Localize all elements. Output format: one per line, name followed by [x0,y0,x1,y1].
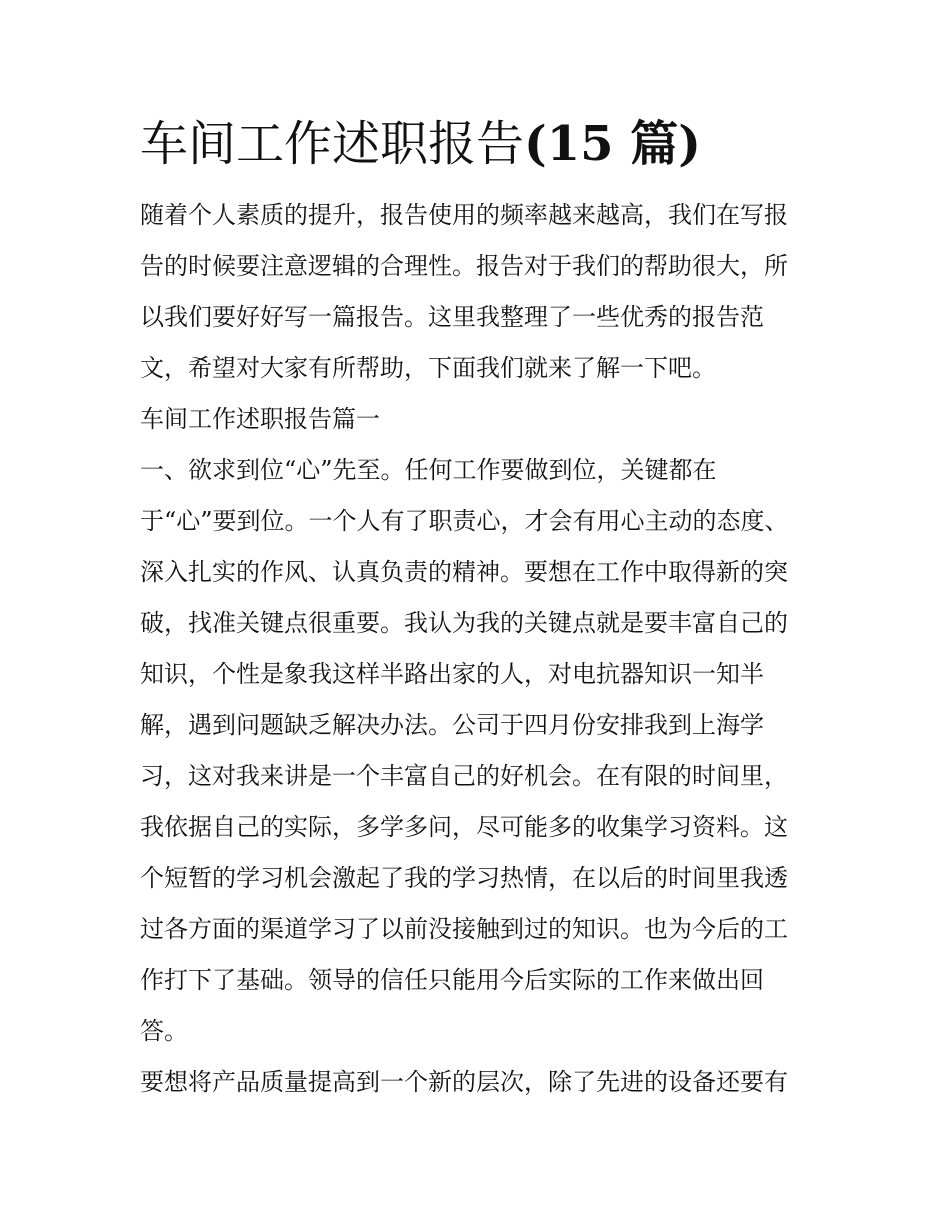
body-line: 一、欲求到位“心”先至。任何工作要做到位，关键都在 [140,456,717,484]
body-line: 个短暂的学习机会激起了我的学习热情，在以后的时间里我透 [140,864,788,892]
body-paragraph [140,445,820,1057]
body-line: 我依据自己的实际，多学多问，尽可能多的收集学习资料。这 [140,813,788,841]
body-line: 知识，个性是象我这样半路出家的人，对电抗器知识一知半 [140,660,764,688]
title-suffix: (15 篇) [524,116,701,172]
body-line: 习，这对我来讲是一个丰富自己的好机会。在有限的时间里， [140,762,788,790]
intro-line: 随着个人素质的提升，报告使用的频率越来越高，我们在写报 [140,201,788,229]
section-heading: 车间工作述职报告篇一 [140,405,380,433]
body-line: 解，遇到问题缺乏解决办法。公司于四月份安排我到上海学 [140,711,764,739]
body-line: 深入扎实的作风、认真负责的精神。要想在工作中取得新的突 [140,558,788,586]
next-paragraph-line: 要想将产品质量提高到一个新的层次，除了先进的设备还要有 [140,1068,788,1096]
document-content [140,112,820,1108]
body-line: 作打下了基础。领导的信任只能用今后实际的工作来做出回 [140,966,764,994]
title-main: 车间工作述职报告 [140,116,525,172]
body-line: 过各方面的渠道学习了以前没接触到过的知识。也为今后的工 [140,915,788,943]
intro-line: 以我们要好好写一篇报告。这里我整理了一些优秀的报告范 [140,303,764,331]
body-line: 破，找准关键点很重要。我认为我的关键点就是要丰富自己的 [140,609,788,637]
body-line: 答。 [140,1017,188,1045]
intro-line: 告的时候要注意逻辑的合理性。报告对于我们的帮助很大，所 [140,252,788,280]
intro-line: 文，希望对大家有所帮助，下面我们就来了解一下吧。 [140,354,716,382]
document-title [140,112,820,176]
body-line: 于“心”要到位。一个人有了职责心，才会有用心主动的态度、 [140,507,789,535]
next-paragraph [140,1057,820,1108]
intro-paragraph [140,190,820,394]
